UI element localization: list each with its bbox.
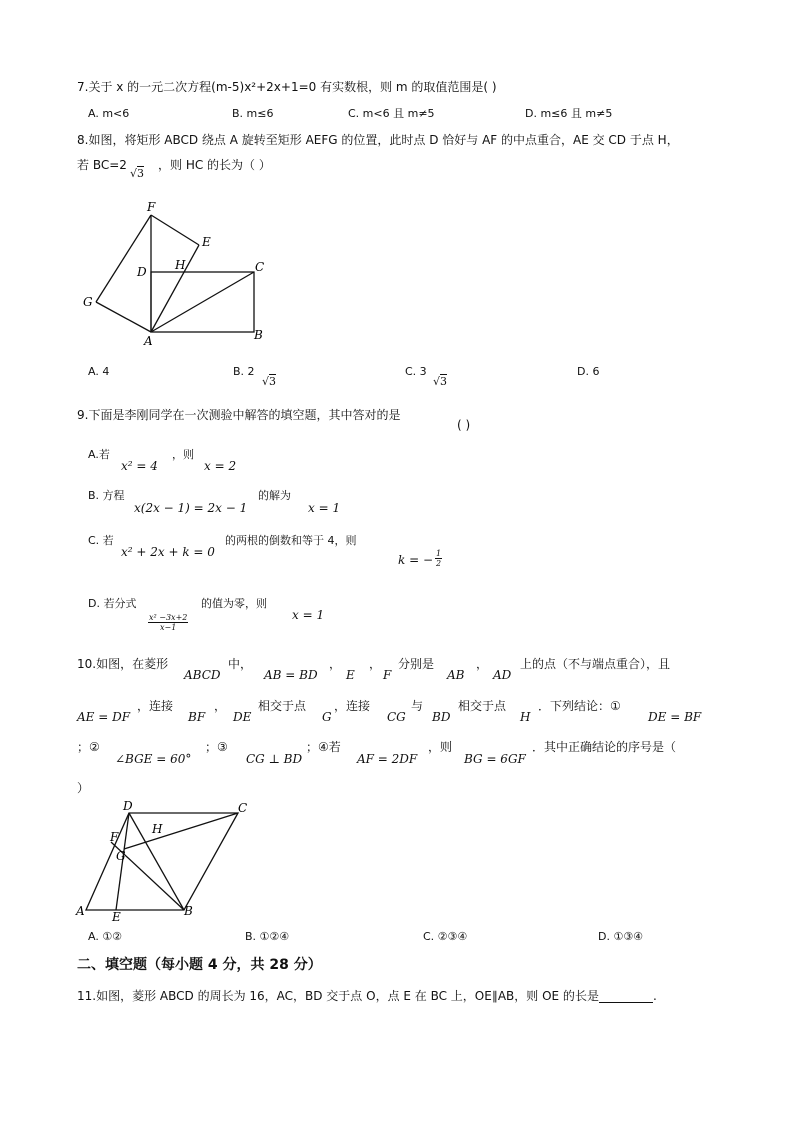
q9-d-math2: x = 1 bbox=[292, 608, 325, 622]
q8-option-b-sqrt-arg: 3 bbox=[269, 375, 277, 388]
q10-l2-m4: G bbox=[322, 710, 332, 724]
q8-label-d: D bbox=[137, 265, 147, 279]
q9-d-fraction bbox=[148, 613, 188, 632]
q10-l1-c: ， bbox=[329, 657, 342, 671]
q9-b-mid: 的解为 bbox=[258, 489, 291, 502]
q9-a-mid: ，则 bbox=[172, 448, 194, 461]
q9-stem: 9.下面是李刚同学在一次测验中解答的填空题，其中答对的是 bbox=[77, 408, 401, 422]
q10-option-c: C. ②③④ bbox=[423, 930, 468, 943]
q10-l2-a: ，连接 bbox=[137, 699, 174, 713]
q7-option-c: C. m<6 且 m≠5 bbox=[348, 107, 435, 120]
q8-option-c-sqrt-arg: 3 bbox=[440, 375, 448, 388]
q10-label-d: D bbox=[123, 799, 133, 813]
q10-label-g: G bbox=[116, 849, 126, 863]
q8-option-b-sqrt3: √3 bbox=[262, 375, 277, 388]
q8-line-fe bbox=[151, 215, 199, 245]
q10-l3-c: ；④若 bbox=[306, 740, 341, 754]
q10-label-b: B bbox=[184, 904, 193, 918]
q10-l3-m3: AF = 2DF bbox=[357, 752, 418, 766]
q10-l1-m5: AB bbox=[447, 668, 465, 682]
q9-d-pre: D. 若分式 bbox=[88, 597, 137, 610]
q9-b-pre: B. 方程 bbox=[88, 489, 125, 502]
q9-d-frac-num: x² −3x+2 bbox=[149, 613, 188, 622]
q10-l2-m8: DE = BF bbox=[648, 710, 702, 724]
q8-label-e: E bbox=[202, 235, 211, 249]
q8-option-a: A. 4 bbox=[88, 365, 110, 378]
q7-option-d: D. m≤6 且 m≠5 bbox=[525, 107, 613, 120]
q11-answer-blank[interactable] bbox=[599, 990, 653, 1003]
q9-d-mid: 的值为零，则 bbox=[201, 597, 267, 610]
q10-l2-m5: CG bbox=[387, 710, 406, 724]
q8-label-a: A bbox=[144, 334, 153, 348]
q8-line-ac bbox=[151, 272, 254, 332]
q9-c-math1: x² + 2x + k = 0 bbox=[121, 545, 215, 559]
q10-l1-d: ， bbox=[369, 657, 382, 671]
q10-l2-m6: BD bbox=[432, 710, 451, 724]
q10-l2-e: 与 bbox=[411, 699, 424, 713]
q10-option-a: A. ①② bbox=[88, 930, 123, 943]
q8-sqrt3: √3 bbox=[130, 167, 145, 180]
q10-l3-m2: CG ⊥ BD bbox=[246, 752, 303, 766]
q9-c-pre: C. 若 bbox=[88, 534, 114, 547]
q10-l1-g: 上的点（不与端点重合），且 bbox=[520, 657, 671, 671]
q9-b-math2: x = 1 bbox=[308, 501, 341, 515]
q10-l3-m1: ∠BGE = 60° bbox=[115, 752, 192, 766]
q8-stem-line1: 8.如图，将矩形 ABCD 绕点 A 旋转至矩形 AEFG 的位置，此时点 D 恰好与 AF 的中点重合，AE 交 CD 于点 H， bbox=[77, 133, 679, 147]
q8-sqrt3-arg: 3 bbox=[137, 167, 145, 180]
q11-tail: . bbox=[652, 989, 657, 1003]
q10-l2-c: 相交于点 bbox=[258, 699, 307, 713]
q11-stem: 11.如图，菱形 ABCD 的周长为 16，AC，BD 交于点 O，点 E 在 BC 上，OE∥AB，则 OE 的长是 bbox=[77, 989, 599, 1003]
q8-option-c-sqrt3: √3 bbox=[433, 375, 448, 388]
q8-option-d: D. 6 bbox=[577, 365, 600, 378]
q8-line-ga bbox=[96, 302, 151, 332]
q9-d-frac-den: x−1 bbox=[160, 623, 177, 632]
q10-label-h: H bbox=[152, 822, 163, 836]
q10-l4: ） bbox=[77, 781, 90, 795]
q11-stem-row bbox=[77, 989, 657, 1003]
q10-label-c: C bbox=[238, 801, 248, 815]
q8-option-b: B. 2 bbox=[233, 365, 255, 378]
q10-l2-m3: DE bbox=[233, 710, 252, 724]
q8-label-b: B bbox=[254, 328, 263, 342]
q10-l1-b: 中， bbox=[228, 657, 253, 671]
q10-l1-f: ， bbox=[476, 657, 489, 671]
q9-a-math1: x² = 4 bbox=[121, 459, 158, 473]
q10-label-e: E bbox=[112, 910, 121, 924]
q9-paren: ( ) bbox=[457, 418, 471, 432]
q8-label-f: F bbox=[147, 200, 156, 214]
q10-l1-a: 10.如图，在菱形 bbox=[77, 657, 169, 671]
q10-l3-e: ．其中正确结论的序号是（ bbox=[532, 740, 677, 754]
q10-l1-m4: F bbox=[383, 668, 392, 682]
q10-l3-b: ；③ bbox=[205, 740, 228, 754]
q10-label-a: A bbox=[76, 904, 85, 918]
q8-label-c: C bbox=[255, 260, 265, 274]
q9-c-math2: k = − bbox=[398, 553, 434, 567]
q10-l1-m3: E bbox=[346, 668, 355, 682]
q8-label-g: G bbox=[83, 295, 93, 309]
q10-l2-m1: AE = DF bbox=[77, 710, 131, 724]
q9-c-frac-num: 1 bbox=[436, 549, 442, 558]
q8-stem-line2b: ，则 HC 的长为（ ） bbox=[158, 158, 271, 172]
q9-a-pre: A.若 bbox=[88, 448, 110, 461]
q10-l1-m6: AD bbox=[493, 668, 512, 682]
q10-l2-d: ，连接 bbox=[334, 699, 371, 713]
q8-line-fg bbox=[96, 215, 151, 302]
q8-stem-line2a: 若 BC=2 bbox=[77, 158, 127, 172]
q7-option-a: A. m<6 bbox=[88, 107, 130, 120]
q10-l3-a: ；② bbox=[77, 740, 100, 754]
q10-l2-m2: BF bbox=[188, 710, 206, 724]
q10-l2-f: 相交于点 bbox=[458, 699, 507, 713]
q8-label-h: H bbox=[175, 258, 186, 272]
q10-figure bbox=[72, 797, 257, 925]
q10-l1-m1: ABCD bbox=[184, 668, 221, 682]
q7-option-b: B. m≤6 bbox=[232, 107, 274, 120]
q10-l3-d: ，则 bbox=[428, 740, 453, 754]
q8-option-c: C. 3 bbox=[405, 365, 427, 378]
q8-figure bbox=[75, 195, 275, 355]
q9-a-math2: x = 2 bbox=[204, 459, 237, 473]
q10-option-b: B. ①②④ bbox=[245, 930, 290, 943]
q10-l2-b: ， bbox=[214, 699, 227, 713]
q10-l3-m4: BG = 6GF bbox=[464, 752, 526, 766]
q10-option-d: D. ①③④ bbox=[598, 930, 644, 943]
q10-l1-e: 分别是 bbox=[398, 657, 435, 671]
q10-label-f: F bbox=[110, 830, 119, 844]
section-title-fill-in: 二、填空题（每小题 4 分，共 28 分） bbox=[77, 957, 322, 973]
q9-c-mid: 的两根的倒数和等于 4，则 bbox=[225, 534, 357, 547]
q9-c-fraction bbox=[435, 549, 442, 568]
q9-c-frac-den: 2 bbox=[436, 559, 442, 568]
q10-l2-g: ．下列结论：① bbox=[538, 699, 621, 713]
q10-l1-m2: AB = BD bbox=[264, 668, 318, 682]
q10-l2-m7: H bbox=[520, 710, 531, 724]
q9-b-math1: x(2x − 1) = 2x − 1 bbox=[134, 501, 248, 515]
q7-stem: 7.关于 x 的一元二次方程(m-5)x²+2x+1=0 有实数根，则 m 的取值范围是( ) bbox=[77, 80, 497, 94]
